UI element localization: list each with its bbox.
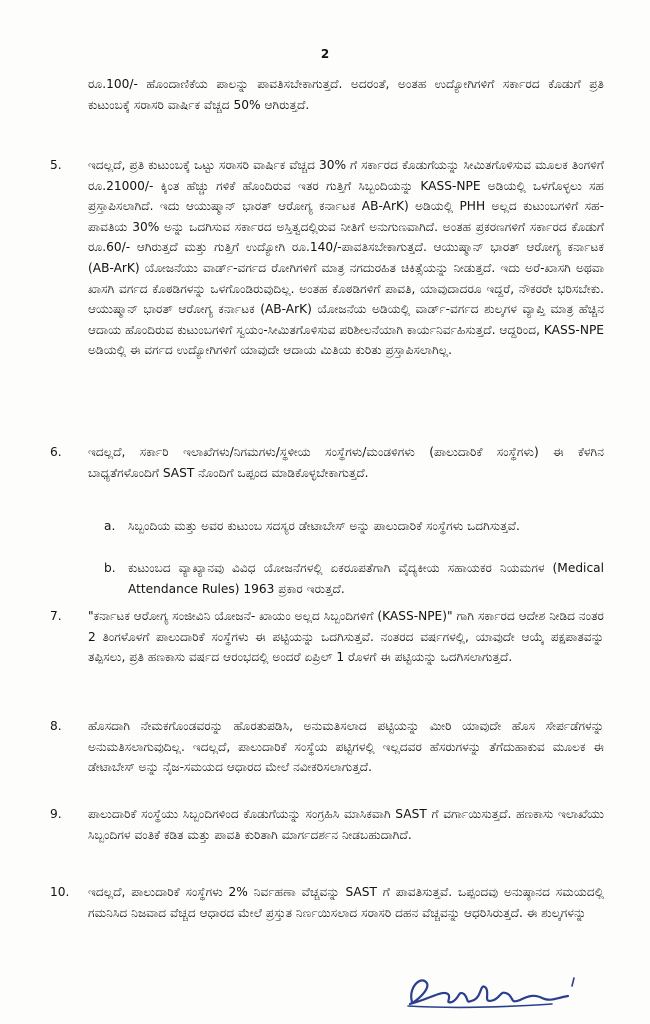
paragraph-text: ಇದಲ್ಲದೆ, ಸರ್ಕಾರಿ ಇಲಾಖೆಗಳು/ನಿಗಮಗಳು/ಸ್ಥಳೀಯ ಸಂಸ್ಥೆಗಳು/ಮಂಡಳಿಗಳು (ಪಾಲುದಾರಿಕೆ ಸಂಸ್ಥೆಗಳು) ಈ ಕೆಳಗಿನ ಬಾಧ್ಯತೆಗಳೊಂದಿಗೆ SAST ನೊಂದಿಗೆ ಒಪ್ಪಂದ ಮಾಡಿಕೊಳ್ಳಬೇಕಾಗುತ್ತದೆ. [88,445,604,480]
paragraph-10 [50,882,604,923]
sub-item-b [104,558,604,599]
paragraph-number: 7. [50,609,62,623]
paragraph-text: "ಕರ್ನಾಟಕ ಆರೋಗ್ಯ ಸಂಜೀವಿನಿ ಯೋಜನೆ- ಖಾಯಂ ಅಲ್ಲದ ಸಿಬ್ಬಂದಿಗಳಿಗೆ (KASS-NPE)" ಗಾಗಿ ಸರ್ಕಾರದ ಆದೇಶ ನೀಡಿದ ನಂತರ 2 ತಿಂಗಳೊಳಗೆ ಪಾಲುದಾರಿಕೆ ಸಂಸ್ಥೆಗಳು ಈ ಪಟ್ಟಿಯನ್ನು ಒದಗಿಸುತ್ತವೆ. ನಂತರದ ವರ್ಷಗಳಲ್ಲಿ, ಯಾವುದೇ ಆಯ್ಕೆ ಪಕ್ಷಪಾತವನ್ನು ತಪ್ಪಿಸಲು, ಪ್ರತಿ ಹಣಕಾಸು ವರ್ಷದ ಆರಂಭದಲ್ಲಿ ಅಂದರೆ ಏಪ್ರಿಲ್ 1 ರೊಳಗೆ ಈ ಪಟ್ಟಿಯನ್ನು ಒದಗಿಸಲಾಗುತ್ತದೆ. [88,609,604,665]
paragraph-text: ಇದಲ್ಲದೆ, ಪ್ರತಿ ಕುಟುಂಬಕ್ಕೆ ಒಟ್ಟು ಸರಾಸರಿ ವಾರ್ಷಿಕ ವೆಚ್ಚದ 30% ಗೆ ಸರ್ಕಾರದ ಕೊಡುಗೆಯನ್ನು ಸೀಮಿತಗೊಳಿಸುವ ಮೂಲಕ ತಿಂಗಳಿಗೆ ರೂ.21000/- ಕ್ಕಿಂತ ಹೆಚ್ಚು ಗಳಿಕೆ ಹೊಂದಿರುವ ಇತರ ಗುತ್ತಿಗೆ ಸಿಬ್ಬಂದಿಯನ್ನು KASS-NPE ಅಡಿಯಲ್ಲಿ ಒಳಗೊಳ್ಳಲು ಸಹ ಪ್ರಸ್ತಾಪಿಸಲಾಗಿದೆ. ಇದು ಆಯುಷ್ಮಾನ್ ಭಾರತ್ ಆರೋಗ್ಯ ಕರ್ನಾಟಕ AB-ArK) ಅಡಿಯಲ್ಲಿ PHH ಅಲ್ಲದ ಕುಟುಂಬಗಳಿಗೆ ಸಹ-ಪಾವತಿಯ 30% ಅನ್ನು ಒದಗಿಸುವ ಸರ್ಕಾರದ ಅಸ್ತಿತ್ವದಲ್ಲಿರುವ ನೀತಿಗೆ ಅನುಗುಣವಾಗಿದೆ. ಅಂತಹ ಪ್ರಕರಣಗಳಿಗೆ ಸರ್ಕಾರದ ಕೊಡುಗೆ ರೂ.60/- ಆಗಿರುತ್ತದೆ ಮತ್ತು ಗುತ್ತಿಗೆ ಉದ್ಯೋಗಿ ರೂ.140/-ಪಾವತಿಸಬೇಕಾಗುತ್ತದೆ. ಆಯುಷ್ಮಾನ್ ಭಾರತ್ ಆರೋಗ್ಯ ಕರ್ನಾಟಕ (AB-ArK) ಯೋಜನೆಯು ವಾರ್ಡ್-ವರ್ಗದ ರೋಗಿಗಳಿಗೆ ಮಾತ್ರ ನಗದುರಹಿತ ಚಿಕಿತ್ಸೆಯನ್ನು ನೀಡುತ್ತದೆ. ಇದು ಅರೆ-ಖಾಸಗಿ ಅಥವಾ ಖಾಸಗಿ ವರ್ಗದ ಕೊಠಡಿಗಳನ್ನು ಒಳಗೊಂಡಿರುವುದಿಲ್ಲ. ಅಂತಹ ಕೊಠಡಿಗಳಿಗೆ ಪಾವತಿ, ಯಾವುದಾದರೂ ಇದ್ದರೆ, ನೌಕರರೇ ಭರಿಸಬೇಕು. ಆಯುಷ್ಮಾನ್ ಭಾರತ್ ಆರೋಗ್ಯ ಕರ್ನಾಟಕ (AB-ArK) ಯೋಜನೆಯ ಅಡಿಯಲ್ಲಿ ವಾರ್ಡ್-ವರ್ಗದ ಶುಲ್ಕಗಳ ವ್ಯಾಪ್ತಿ ಮಾತ್ರ ಹೆಚ್ಚಿನ ಆದಾಯ ಹೊಂದಿರುವ ಕುಟುಂಬಗಳಿಗೆ ಸ್ವಯಂ-ಸೀಮಿತಗೊಳಿಸುವ ಪರಿಶೀಲನೆಯಾಗಿ ಕಾರ್ಯನಿರ್ವಹಿಸುತ್ತದೆ. ಆದ್ದರಿಂದ, KASS-NPE ಅಡಿಯಲ್ಲಿ ಈ ವರ್ಗದ ಉದ್ಯೋಗಿಗಳಿಗೆ ಯಾವುದೇ ಆದಾಯ ಮಿತಿಯ ಕುರಿತು ಪ್ರಸ್ತಾಪಿಸಲಾಗಿಲ್ಲ. [88,158,604,358]
sub-item-letter: b. [104,561,116,575]
page-number: 2 [320,47,330,61]
paragraph-6 [50,442,604,483]
paragraph-number: 8. [50,719,62,733]
continued-paragraph: ರೂ.100/- ಹೊಂದಾಣಿಕೆಯ ಪಾಲನ್ನು ಪಾವತಿಸಬೇಕಾಗುತ್ತದೆ. ಅದರಂತೆ, ಅಂತಹ ಉದ್ಯೋಗಿಗಳಿಗೆ ಸರ್ಕಾರದ ಕೊಡುಗೆ ಪ್ರತಿ ಕುಟುಂಬಕ್ಕೆ ಸರಾಸರಿ ವಾರ್ಷಿಕ ವೆಚ್ಚದ 50% ಆಗಿರುತ್ತದೆ. [88,77,604,112]
paragraph-8 [50,716,604,778]
sub-item-text: ಸಿಬ್ಬಂದಿಯ ಮತ್ತು ಅವರ ಕುಟುಂಬ ಸದಸ್ಯರ ಡೇಟಾಬೇಸ್ ಅನ್ನು ಪಾಲುದಾರಿಕೆ ಸಂಸ್ಥೆಗಳು ಒದಗಿಸುತ್ತವೆ. [128,519,520,533]
paragraph-text: ಇದಲ್ಲದೆ, ಪಾಲುದಾರಿಕೆ ಸಂಸ್ಥೆಗಳು 2% ನಿರ್ವಹಣಾ ವೆಚ್ಚವನ್ನು SAST ಗೆ ಪಾವತಿಸುತ್ತವೆ. ಒಪ್ಪಂದವು ಅನುಷ್ಠಾನದ ಸಮಯದಲ್ಲಿ ಗಮನಿಸಿದ ನಿಜವಾದ ವೆಚ್ಚದ ಆಧಾರದ ಮೇಲೆ ಪ್ರಸ್ತುತ ನಿರ್ಣಯಿಸಲಾದ ಸರಾಸರಿ ದಹನ ವೆಚ್ಚವನ್ನು ಆಧರಿಸಿರುತ್ತದೆ. ಈ ಶುಲ್ಕಗಳನ್ನು [88,885,604,920]
paragraph-number: 5. [50,158,62,172]
sub-item-a [104,516,604,537]
paragraph-5 [50,155,604,361]
sub-item-text: ಕುಟುಂಬದ ವ್ಯಾಖ್ಯಾನವು ವಿವಿಧ ಯೋಜನೆಗಳಲ್ಲಿ ಏಕರೂಪತೆಗಾಗಿ ವೈದ್ಯಕೀಯ ಸಹಾಯಕರ ನಿಯಮಗಳ (Medical Attendance Rules) 1963 ಪ್ರಕಾರ ಇರುತ್ತದೆ. [128,561,604,596]
sub-item-letter: a. [104,519,116,533]
paragraph-number: 9. [50,807,62,821]
paragraph-text: ಹೊಸದಾಗಿ ನೇಮಕಗೊಂಡವರನ್ನು ಹೊರತುಪಡಿಸಿ, ಅನುಮತಿಸಲಾದ ಪಟ್ಟಿಯನ್ನು ಮೀರಿ ಯಾವುದೇ ಹೊಸ ಸೇರ್ಪಡೆಗಳನ್ನು ಅನುಮತಿಸಲಾಗುವುದಿಲ್ಲ. ಇದಲ್ಲದೆ, ಪಾಲುದಾರಿಕೆ ಸಂಸ್ಥೆಯ ಪಟ್ಟಿಗಳಲ್ಲಿ ಇಲ್ಲದವರ ಹೆಸರುಗಳನ್ನು ತೆಗೆದುಹಾಕುವ ಮೂಲಕ ಈ ಡೇಟಾಬೇಸ್ ಅನ್ನು ನೈಜ-ಸಮಯದ ಆಧಾರದ ಮೇಲೆ ನವೀಕರಿಸಲಾಗುತ್ತದೆ. [88,719,604,775]
paragraph-number: 10. [50,885,70,899]
paragraph-number: 6. [50,445,62,459]
paragraph-9 [50,804,604,845]
paragraph-text: ಪಾಲುದಾರಿಕೆ ಸಂಸ್ಥೆಯು ಸಿಬ್ಬಂದಿಗಳಿಂದ ಕೊಡುಗೆಯನ್ನು ಸಂಗ್ರಹಿಸಿ ಮಾಸಿಕವಾಗಿ SAST ಗೆ ವರ್ಗಾಯಿಸುತ್ತದೆ. ಹಣಕಾಸು ಇಲಾಖೆಯು ಸಿಬ್ಬಂದಿಗಳ ವಂತಿಕೆ ಕಡಿತ ಮತ್ತು ಪಾವತಿ ಕುರಿತಾಗಿ ಮಾರ್ಗದರ್ಶನ ನೀಡಬಹುದಾಗಿದೆ. [88,807,604,842]
signature-image [402,968,582,1012]
paragraph-7 [50,606,604,668]
